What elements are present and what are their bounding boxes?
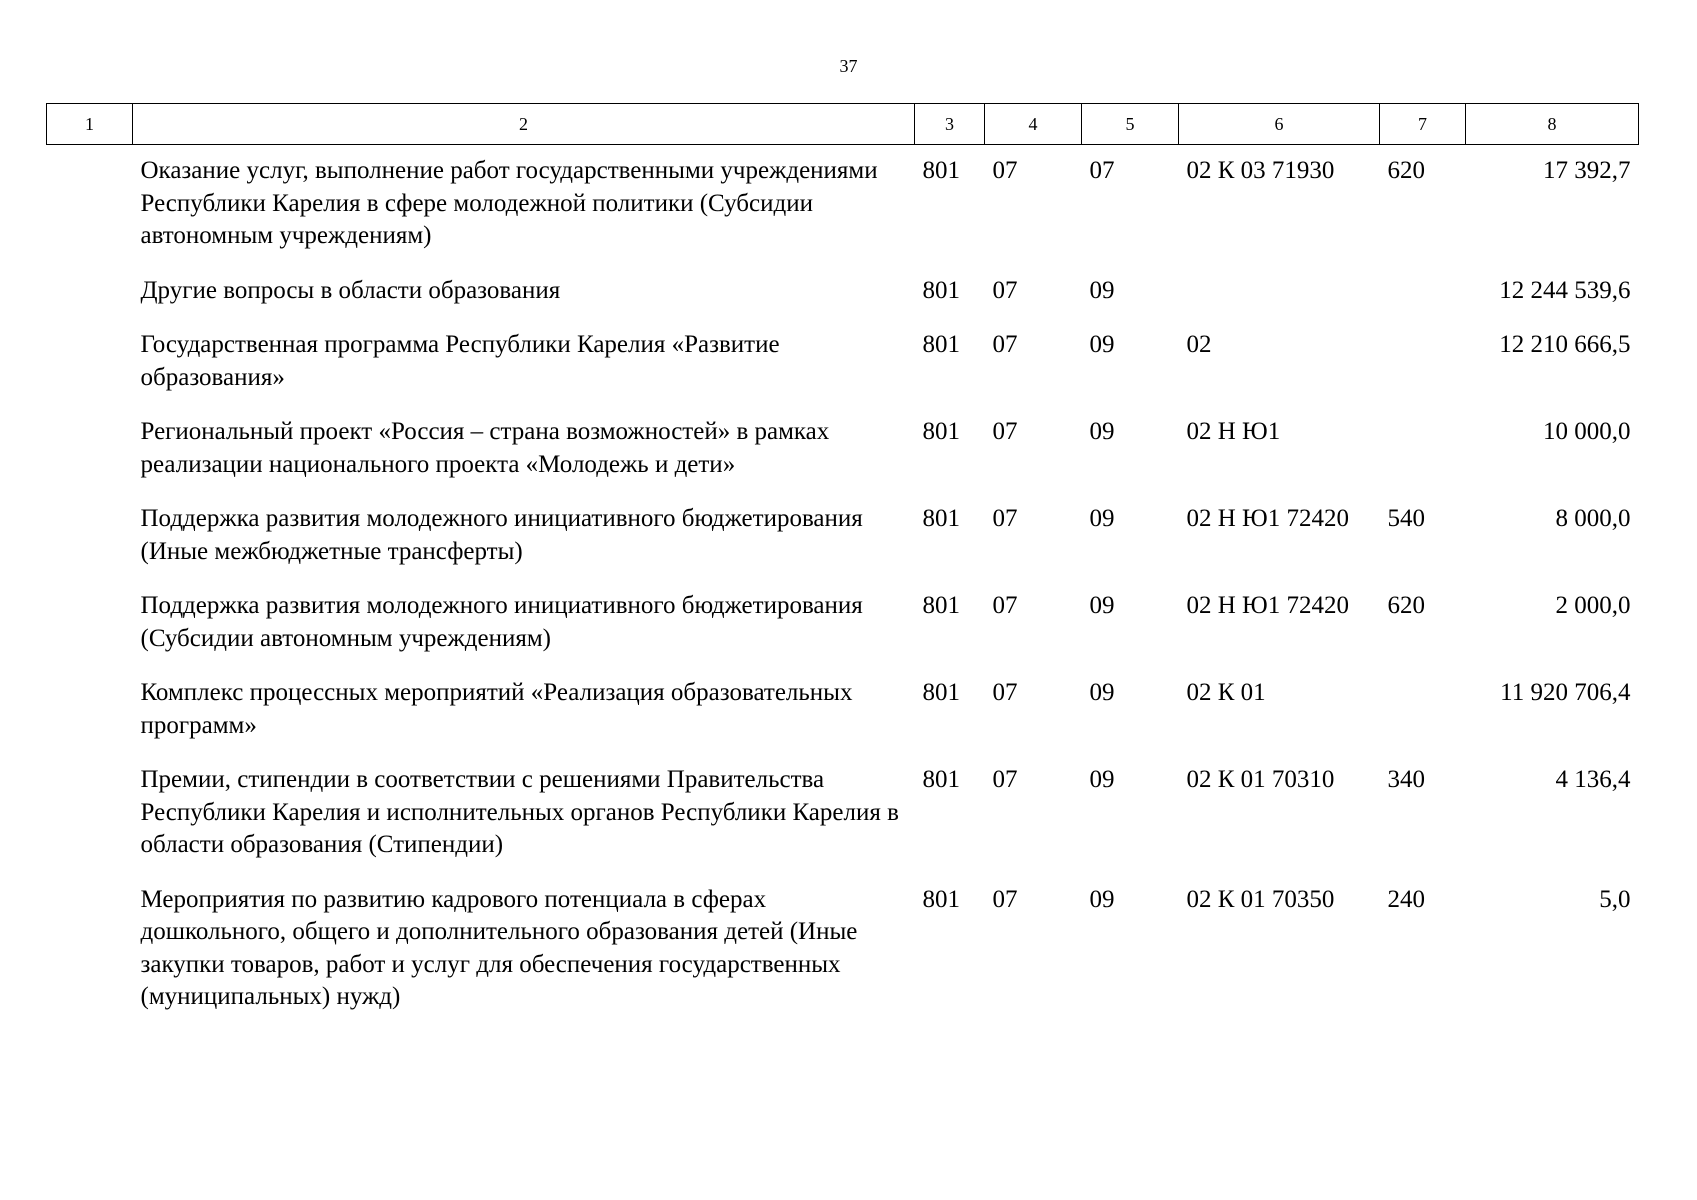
row-subsection: 09 bbox=[1089, 885, 1115, 913]
row-subsection: 07 bbox=[1089, 157, 1115, 184]
header-col-6: 6 bbox=[1179, 104, 1380, 145]
row-col-1 bbox=[47, 876, 133, 1028]
row-amount: 12 210 666,5 bbox=[1499, 331, 1631, 358]
row-expense-type: 620 bbox=[1387, 592, 1425, 619]
budget-table bbox=[46, 103, 1639, 1028]
row-name: Государственная программа Республики Карелия «Развитие образования» bbox=[140, 331, 780, 391]
row-expense-type bbox=[1380, 321, 1466, 408]
row-amount: 10 000,0 bbox=[1543, 418, 1631, 445]
row-col-1 bbox=[47, 756, 133, 876]
row-col-1 bbox=[47, 582, 133, 669]
row-ministry-code: 801 bbox=[922, 331, 960, 358]
header-col-3: 3 bbox=[915, 104, 985, 145]
row-target-article: 02 К 01 70350 bbox=[1186, 885, 1335, 913]
row-col-1 bbox=[47, 495, 133, 582]
row-name: Мероприятия по развитию кадрового потенциала в сферах дошкольного, общего и дополнительного образования детей (Иные закупки товаров, работ и услуг для обеспечения государственных (муниципальных) нужд) bbox=[140, 885, 858, 1010]
row-section: 07 bbox=[992, 766, 1018, 793]
row-amount: 11 920 706,4 bbox=[1500, 679, 1631, 706]
row-col-1 bbox=[47, 669, 133, 756]
row-name: Поддержка развития молодежного инициативного бюджетирования (Иные межбюджетные трансферты) bbox=[140, 505, 863, 565]
row-col-1 bbox=[47, 321, 133, 408]
row-section: 07 bbox=[992, 679, 1018, 706]
row-name: Премии, стипендии в соответствии с решениями Правительства Республики Карелия и исполнительных органов Республики Карелия в области образования (Стипендии) bbox=[140, 766, 899, 858]
row-target-article: 02 К 01 70310 bbox=[1186, 766, 1335, 793]
row-expense-type: 340 bbox=[1387, 766, 1425, 793]
row-expense-type: 240 bbox=[1387, 885, 1425, 913]
table-header bbox=[47, 104, 1639, 145]
row-section: 07 bbox=[992, 157, 1018, 184]
row-name: Оказание услуг, выполнение работ государственными учреждениями Республики Карелия в сфере молодежной политики (Субсидии автономным учреждениям) bbox=[140, 157, 878, 249]
table-row bbox=[47, 408, 1639, 495]
row-subsection: 09 bbox=[1089, 331, 1115, 358]
row-subsection: 09 bbox=[1089, 276, 1115, 304]
row-name: Региональный проект «Россия – страна возможностей» в рамках реализации национального проекта «Молодежь и дети» bbox=[140, 418, 830, 478]
row-ministry-code: 801 bbox=[922, 418, 960, 445]
row-subsection: 09 bbox=[1089, 592, 1115, 619]
row-subsection: 09 bbox=[1089, 418, 1115, 445]
header-row bbox=[47, 104, 1639, 145]
row-ministry-code: 801 bbox=[922, 766, 960, 793]
row-target-article: 02 Н Ю1 72420 bbox=[1186, 592, 1349, 619]
row-ministry-code: 801 bbox=[922, 505, 960, 532]
row-amount: 5,0 bbox=[1599, 885, 1631, 913]
row-subsection: 09 bbox=[1089, 679, 1115, 706]
row-expense-type bbox=[1380, 267, 1466, 322]
table-row bbox=[47, 669, 1639, 756]
row-subsection: 09 bbox=[1089, 766, 1115, 793]
row-target-article bbox=[1179, 267, 1380, 322]
row-target-article: 02 bbox=[1186, 331, 1212, 358]
table-row bbox=[47, 267, 1639, 322]
row-col-1 bbox=[47, 267, 133, 322]
row-amount: 8 000,0 bbox=[1555, 505, 1631, 532]
table-body bbox=[47, 145, 1639, 1028]
row-amount: 12 244 539,6 bbox=[1499, 276, 1631, 304]
row-col-1 bbox=[47, 145, 133, 267]
table-row bbox=[47, 582, 1639, 669]
row-ministry-code: 801 bbox=[922, 679, 960, 706]
row-ministry-code: 801 bbox=[922, 157, 960, 184]
table-row bbox=[47, 321, 1639, 408]
row-ministry-code: 801 bbox=[922, 592, 960, 619]
row-section: 07 bbox=[992, 331, 1018, 358]
row-expense-type bbox=[1380, 669, 1466, 756]
table-row bbox=[47, 756, 1639, 876]
header-col-2: 2 bbox=[133, 104, 915, 145]
row-name: Другие вопросы в области образования bbox=[140, 276, 561, 304]
header-col-4: 4 bbox=[985, 104, 1082, 145]
row-name: Поддержка развития молодежного инициативного бюджетирования (Субсидии автономным учреждениям) bbox=[140, 592, 863, 652]
row-expense-type: 540 bbox=[1387, 505, 1425, 532]
header-col-5: 5 bbox=[1082, 104, 1179, 145]
row-section: 07 bbox=[992, 276, 1018, 304]
header-col-1: 1 bbox=[47, 104, 133, 145]
row-amount: 17 392,7 bbox=[1543, 157, 1631, 184]
header-col-8: 8 bbox=[1466, 104, 1639, 145]
row-section: 07 bbox=[992, 418, 1018, 445]
table-row bbox=[47, 495, 1639, 582]
page-number bbox=[0, 56, 1697, 77]
page-number-text: 37 bbox=[839, 56, 858, 76]
row-name: Комплекс процессных мероприятий «Реализация образовательных программ» bbox=[140, 679, 853, 739]
row-expense-type: 620 bbox=[1387, 157, 1425, 184]
table-row bbox=[47, 145, 1639, 267]
row-ministry-code: 801 bbox=[922, 276, 960, 304]
header-col-7: 7 bbox=[1380, 104, 1466, 145]
row-target-article: 02 Н Ю1 bbox=[1186, 418, 1281, 445]
row-target-article: 02 К 01 bbox=[1186, 679, 1266, 706]
row-target-article: 02 К 03 71930 bbox=[1186, 157, 1335, 184]
row-target-article: 02 Н Ю1 72420 bbox=[1186, 505, 1349, 532]
row-amount: 4 136,4 bbox=[1555, 766, 1631, 793]
row-subsection: 09 bbox=[1089, 505, 1115, 532]
row-section: 07 bbox=[992, 885, 1018, 913]
table-row bbox=[47, 876, 1639, 1028]
row-ministry-code: 801 bbox=[922, 885, 960, 913]
row-amount: 2 000,0 bbox=[1555, 592, 1631, 619]
row-expense-type bbox=[1380, 408, 1466, 495]
row-col-1 bbox=[47, 408, 133, 495]
row-section: 07 bbox=[992, 505, 1018, 532]
row-section: 07 bbox=[992, 592, 1018, 619]
